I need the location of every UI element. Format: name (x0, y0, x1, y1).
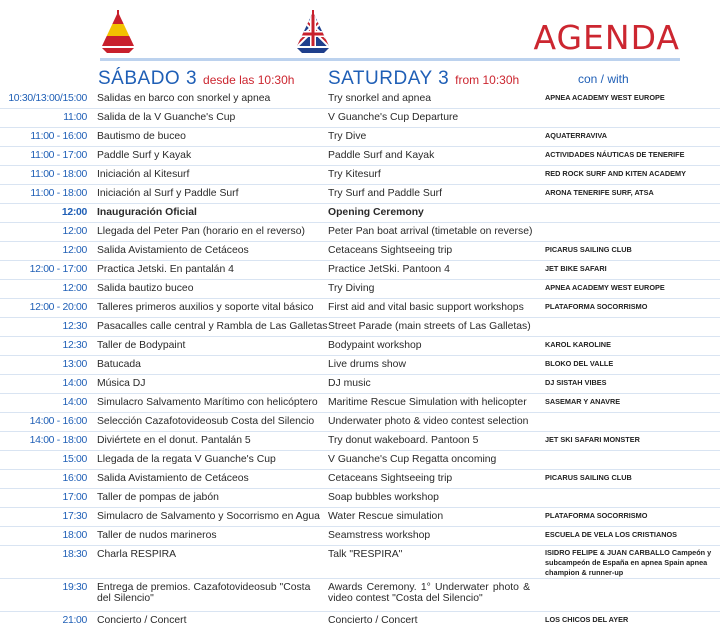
event-organizer: PICARUS SAILING CLUB (545, 473, 632, 482)
event-title-spanish: Iniciación al Kitesurf (97, 169, 190, 180)
event-organizer: PICARUS SAILING CLUB (545, 245, 632, 254)
event-title-spanish: Practica Jetski. En pantalán 4 (97, 264, 234, 275)
event-organizer: SASEMAR Y ANAVRE (545, 397, 621, 406)
event-title-spanish: Salidas en barco con snorkel y apnea (97, 93, 271, 104)
event-title-english: Cetaceans Sightseeing trip (328, 473, 453, 484)
event-organizer: AQUATERRAVIVA (545, 131, 608, 140)
agenda-row (0, 507, 720, 526)
event-title-english: Try snorkel and apnea (328, 93, 432, 104)
agenda-row (0, 412, 720, 431)
event-organizer: BLOKO DEL VALLE (545, 359, 614, 368)
agenda-row (0, 545, 720, 578)
event-organizer: KAROL KAROLINE (545, 340, 611, 349)
agenda-row (0, 90, 720, 108)
event-title-spanish: Talleres primeros auxilios y soporte vital básico (97, 302, 314, 313)
event-title-english: Seamstress workshop (328, 530, 431, 541)
agenda-row (0, 578, 720, 611)
agenda-row (0, 317, 720, 336)
event-organizer: ACTIVIDADES NÁUTICAS DE TENERIFE (545, 150, 685, 159)
agenda-row (0, 431, 720, 450)
event-time: 11:00 - 17:00 (30, 150, 87, 161)
agenda-row (0, 298, 720, 317)
event-title-english: Try Surf and Paddle Surf (328, 188, 442, 199)
event-time: 12:00 (61, 207, 87, 218)
event-time: 17:30 (62, 511, 87, 522)
event-title-english: Cetaceans Sightseeing trip (328, 245, 453, 256)
agenda-row (0, 108, 720, 127)
event-title-spanish: Bautismo de buceo (97, 131, 186, 142)
event-title-english: Underwater photo & video contest selection (328, 416, 529, 427)
event-title-spanish: Salida Avistamiento de Cetáceos (97, 473, 249, 484)
event-organizer: APNEA ACADEMY WEST EUROPE (545, 283, 665, 292)
event-time: 15:00 (62, 454, 87, 465)
event-time: 18:30 (62, 549, 87, 560)
event-time: 11:00 - 16:00 (30, 131, 87, 142)
event-title-english: Talk "RESPIRA" (328, 549, 403, 560)
event-organizer: PLATAFORMA SOCORRISMO (545, 302, 648, 311)
event-title-spanish: Salida Avistamiento de Cetáceos (97, 245, 249, 256)
event-title-spanish: Llegada del Peter Pan (horario en el reverso) (97, 226, 305, 237)
event-organizer: RED ROCK SURF AND KITEN ACADEMY (545, 169, 686, 178)
event-title-english: First aid and vital basic support workshops (328, 302, 524, 313)
event-time: 11:00 - 18:00 (30, 169, 87, 180)
event-title-spanish: Llegada de la regata V Guanche's Cup (97, 454, 276, 465)
event-title-english: Try Diving (328, 283, 375, 294)
agenda-row (0, 336, 720, 355)
event-time: 14:00 (62, 397, 87, 408)
event-time: 19:30 (62, 582, 87, 593)
event-title-spanish: Inauguración Oficial (97, 207, 197, 218)
event-title-spanish: Simulacro de Salvamento y Socorrismo en Agua (97, 511, 320, 522)
event-title-english: Peter Pan boat arrival (timetable on reverse) (328, 226, 533, 237)
event-time: 16:00 (62, 473, 87, 484)
event-title-spanish: Taller de pompas de jabón (97, 492, 219, 503)
event-title-spanish: Música DJ (97, 378, 146, 389)
event-title-spanish: Pasacalles calle central y Rambla de Las Galletas (97, 321, 328, 332)
event-title-spanish: Diviértete en el donut. Pantalán 5 (97, 435, 251, 446)
event-organizer: LOS CHICOS DEL AYER (545, 615, 629, 624)
event-title-spanish: Simulacro Salvamento Marítimo con helicóptero (97, 397, 318, 408)
agenda-row (0, 241, 720, 260)
event-time: 12:30 (62, 321, 87, 332)
event-title-english: Opening Ceremony (328, 207, 424, 218)
event-title-english: Street Parade (main streets of Las Galletas) (328, 321, 531, 332)
event-time: 17:00 (62, 492, 87, 503)
english-start-time: from 10:30h (455, 73, 520, 87)
english-day-label: SATURDAY 3 (328, 68, 450, 89)
agenda-row (0, 260, 720, 279)
event-time: 12:00 (62, 283, 87, 294)
agenda-row (0, 279, 720, 298)
event-organizer: ESCUELA DE VELA LOS CRISTIANOS (545, 530, 678, 539)
event-time: 12:00 (62, 245, 87, 256)
agenda-table (0, 90, 720, 630)
event-title-english: Soap bubbles workshop (328, 492, 439, 503)
event-title-spanish: Taller de Bodypaint (97, 340, 186, 351)
event-title-spanish: Batucada (97, 359, 141, 370)
event-title-english: Bodypaint workshop (328, 340, 422, 351)
event-title-english: V Guanche's Cup Regatta oncoming (328, 454, 497, 465)
agenda-row (0, 146, 720, 165)
event-organizer: ARONA TENERIFE SURF, ATSA (545, 188, 654, 197)
event-time: 11:00 - 18:00 (30, 188, 87, 199)
spanish-day-header (98, 68, 294, 90)
event-title-english: Try donut wakeboard. Pantoon 5 (328, 435, 479, 446)
agenda-row (0, 222, 720, 241)
event-organizer: JET BIKE SAFARI (545, 264, 607, 273)
event-organizer: APNEA ACADEMY WEST EUROPE (545, 93, 665, 102)
event-title-english: Water Rescue simulation (328, 511, 444, 522)
event-time: 12:00 - 20:00 (29, 302, 87, 313)
spanish-flag-sailboat-icon (100, 10, 136, 54)
agenda-row (0, 469, 720, 488)
event-title-spanish: Taller de nudos marineros (97, 530, 217, 541)
event-title-english: DJ music (328, 378, 371, 389)
agenda-row (0, 184, 720, 203)
spanish-start-time: desde las 10:30h (203, 73, 295, 87)
agenda-row (0, 203, 720, 222)
event-time: 12:30 (62, 340, 87, 351)
event-time: 21:00 (62, 615, 87, 626)
event-organizer: PLATAFORMA SOCORRISMO (545, 511, 648, 520)
agenda-row (0, 450, 720, 469)
event-time: 14:00 (62, 378, 87, 389)
event-time: 12:00 - 17:00 (29, 264, 87, 275)
event-title-english: Try Dive (328, 131, 367, 142)
agenda-row (0, 526, 720, 545)
event-time: 18:00 (62, 530, 87, 541)
event-time: 12:00 (62, 226, 87, 237)
title-divider (100, 58, 680, 61)
english-day-header (328, 68, 519, 90)
event-organizer: JET SKI SAFARI MONSTER (545, 435, 640, 444)
agenda-row (0, 488, 720, 507)
spanish-day-label: SÁBADO 3 (98, 68, 198, 89)
event-time: 14:00 - 18:00 (29, 435, 87, 446)
agenda-row (0, 374, 720, 393)
agenda-row (0, 611, 720, 630)
event-title-spanish: Concierto / Concert (97, 615, 187, 626)
event-title-spanish: Salida bautizo buceo (97, 283, 194, 294)
event-organizer: ISIDRO FELIPE & JUAN CARBALLO Campeón y subcampeón de España en apnea Spain apnea champion & runner-up (545, 548, 712, 577)
event-title-english: Try Kitesurf (328, 169, 381, 180)
event-title-english: Awards Ceremony. 1° Underwater photo & video contest "Costa del Silencio" (328, 582, 530, 604)
agenda-row (0, 355, 720, 374)
event-title-spanish: Iniciación al Surf y Paddle Surf (97, 188, 239, 199)
event-title-spanish: Selección Cazafotovideosub Costa del Silencio (97, 416, 315, 427)
event-title-english: Practice JetSki. Pantoon 4 (328, 264, 450, 275)
event-title-spanish: Charla RESPIRA (97, 549, 177, 560)
event-title-english: Paddle Surf and Kayak (328, 150, 435, 161)
uk-flag-sailboat-icon (295, 10, 331, 54)
event-title-english: Concierto / Concert (328, 615, 418, 626)
agenda-row (0, 165, 720, 184)
event-title-spanish: Entrega de premios. Cazafotovideosub "Costa del Silencio" (97, 582, 311, 604)
event-time: 11:00 (63, 112, 87, 123)
page-title: AGENDA (533, 18, 680, 57)
event-time: 10:30/13:00/15:00 (8, 93, 87, 104)
event-title-spanish: Paddle Surf y Kayak (97, 150, 192, 161)
event-time: 14:00 - 16:00 (29, 416, 87, 427)
organizer-column-header: con / with (578, 72, 629, 86)
event-title-english: Live drums show (328, 359, 406, 370)
event-title-english: Maritime Rescue Simulation with helicopter (328, 397, 527, 408)
event-organizer: DJ SISTAH VIBES (545, 378, 607, 387)
event-time: 13:00 (62, 359, 87, 370)
agenda-row (0, 393, 720, 412)
event-title-spanish: Salida de la V Guanche's Cup (97, 112, 236, 123)
event-title-english: V Guanche's Cup Departure (328, 112, 459, 123)
agenda-row (0, 127, 720, 146)
